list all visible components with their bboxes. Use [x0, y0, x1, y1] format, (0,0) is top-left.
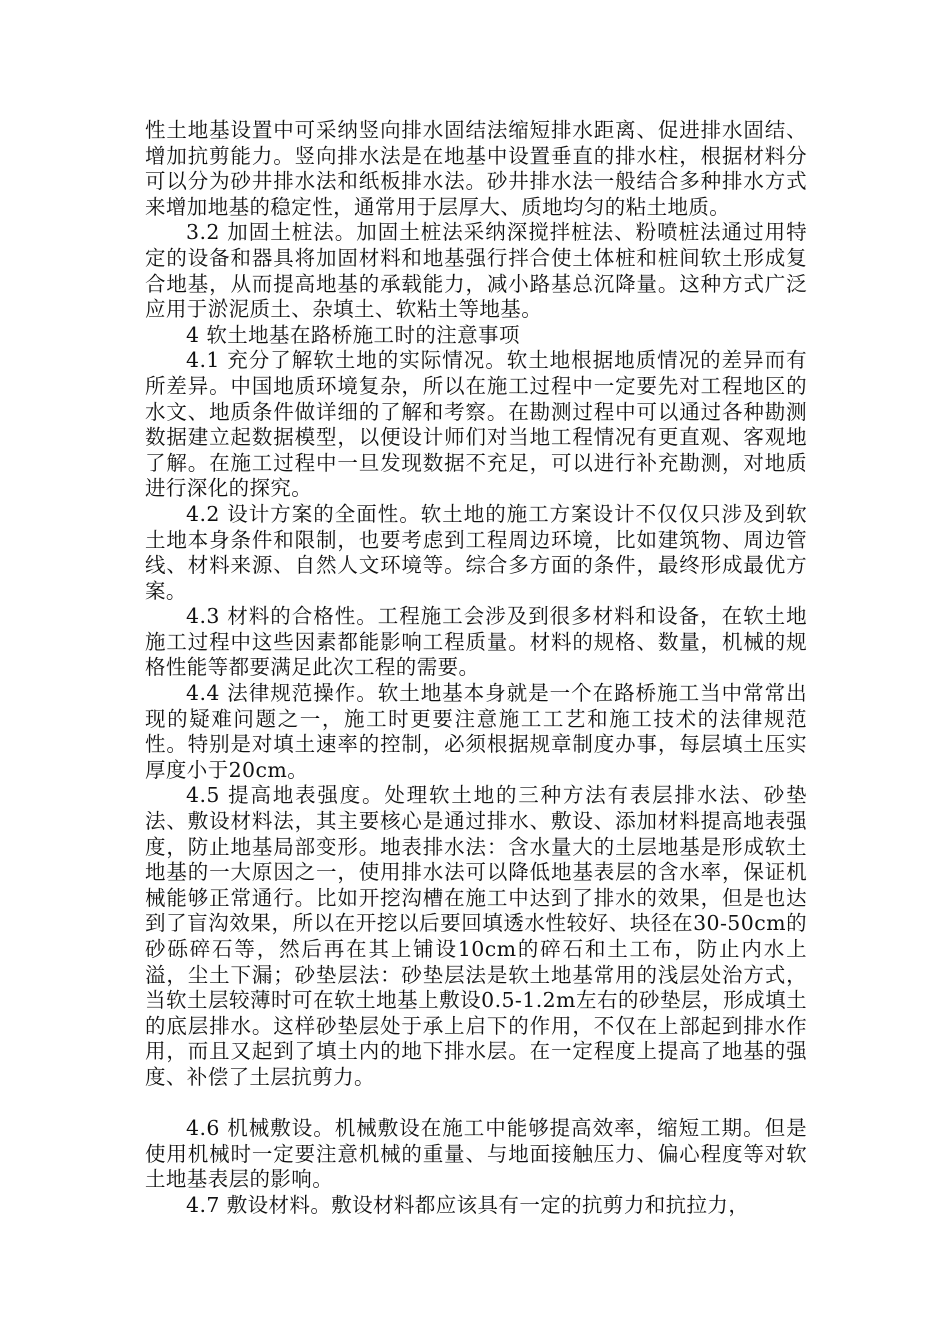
paragraph-4-6: 4.6 机械敷设。机械敷设在施工中能够提高效率，缩短工期。但是使用机械时一定要注意机械的重量、与地面接触压力、偏心程度等对软土地基表层的影响。	[145, 1116, 807, 1192]
paragraph-4-4: 4.4 法律规范操作。软土地基本身就是一个在路桥施工当中常常出现的疑难问题之一，施工时更要注意施工工艺和施工技术的法律规范性。特别是对填土速率的控制，必须根据规章制度办事，每层填土压实厚度小于20cm。	[145, 681, 807, 782]
paragraph-4-5: 4.5 提高地表强度。处理软土地的三种方法有表层排水法、砂垫法、敷设材料法，其主要核心是通过排水、敷设、添加材料提高地表强度，防止地基局部变形。地表排水法：含水量大的土层地基是形成软土地基的一大原因之一，使用排水法可以降低地基表层的含水率，保证机械能够正常通行。比如开挖沟槽在施工中达到了排水的效果，但是也达到了盲沟效果，所以在开挖以后要回填透水性较好、块径在30-50cm的砂砾碎石等，然后再在其上铺设10cm的碎石和土工布，防止内水上溢，尘土下漏；砂垫层法：砂垫层法是软土地基常用的浅层处治方式，当软土层较薄时可在软土地基上敷设0.5-1.2m左右的砂垫层，形成填土的底层排水。这样砂垫层处于承上启下的作用，不仅在上部起到排水作用，而且又起到了填土内的地下排水层。在一定程度上提高了地基的强度、补偿了土层抗剪力。	[145, 783, 807, 1089]
section-heading-4: 4 软土地基在路桥施工时的注意事项	[186, 322, 520, 347]
document-page	[145, 118, 807, 1219]
paragraph-continuation: 性土地基设置中可采纳竖向排水固结法缩短排水距离、促进排水固结、增加抗剪能力。竖向排水法是在地基中设置垂直的排水柱，根据材料分可以分为砂井排水法和纸板排水法。砂井排水法一般结合多种排水方式来增加地基的稳定性，通常用于层厚大、质地均匀的粘土地质。	[145, 118, 807, 219]
paragraph-4-7: 4.7 敷设材料。敷设材料都应该具有一定的抗剪力和抗拉力，	[186, 1192, 750, 1217]
paragraph-4-1: 4.1 充分了解软土地的实际情况。软土地根据地质情况的差异而有所差异。中国地质环境复杂，所以在施工过程中一定要先对工程地区的水文、地质条件做详细的了解和考察。在勘测过程中可以通过各种勘测数据建立起数据模型，以便设计师们对当地工程情况有更直观、客观地了解。在施工过程中一旦发现数据不充足，可以进行补充勘测，对地质进行深化的探究。	[145, 348, 807, 501]
paragraph-3-2-reinforced-soil-pile: 3.2 加固土桩法。加固土桩法采纳深搅拌桩法、粉喷桩法通过用特定的设备和器具将加固材料和地基强行拌合使土体桩和桩间软土形成复合地基，从而提高地基的承载能力，减小路基总沉降量。这种方式广泛应用于淤泥质土、杂填土、软粘土等地基。	[145, 220, 807, 322]
paragraph-4-3: 4.3 材料的合格性。工程施工会涉及到很多材料和设备，在软土地施工过程中这些因素都能影响工程质量。材料的规格、数量，机械的规格性能等都要满足此次工程的需要。	[145, 604, 807, 680]
paragraph-4-2: 4.2 设计方案的全面性。软土地的施工方案设计不仅仅只涉及到软土地本身条件和限制，也要考虑到工程周边环境，比如建筑物、周边管线、材料来源、自然人文环境等。综合多方面的条件，最终形成最优方案。	[145, 501, 807, 603]
